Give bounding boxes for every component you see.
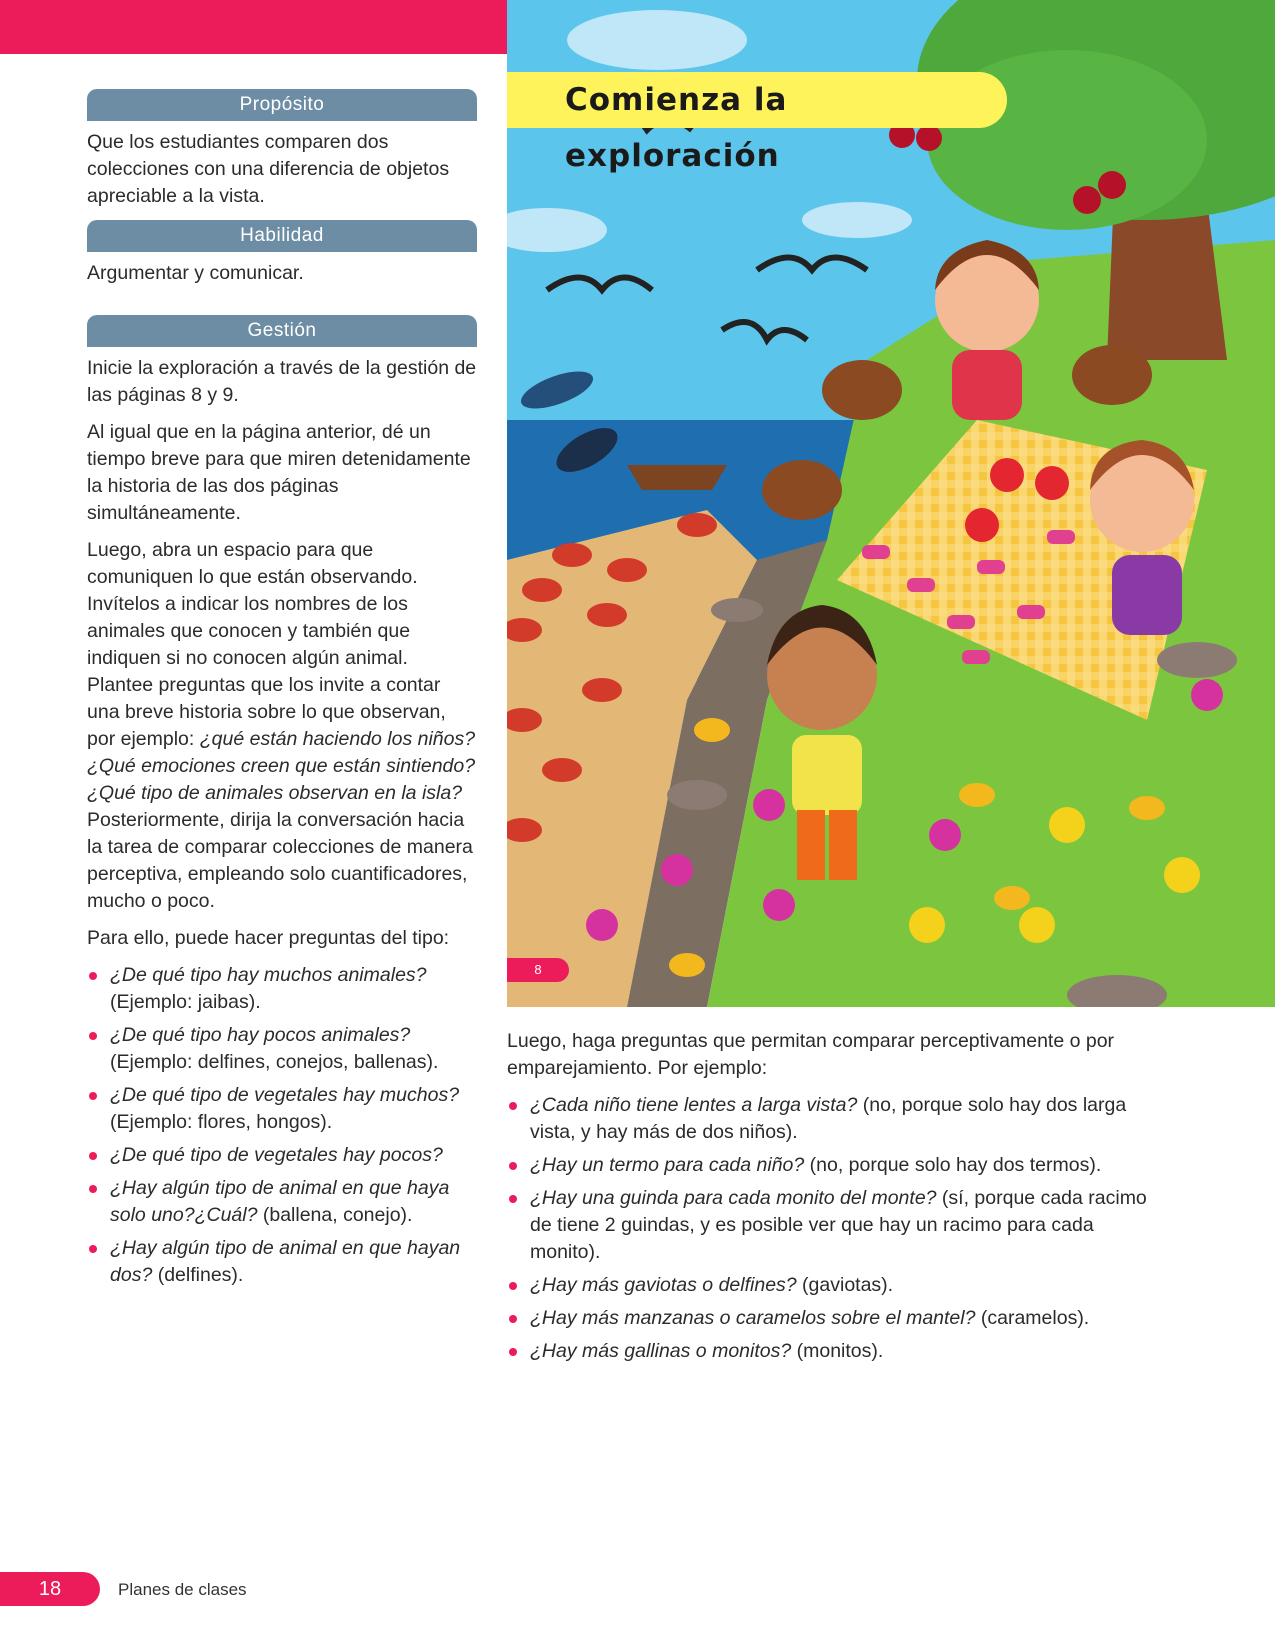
gestion-p3-italic: ¿qué están haciendo los niños? ¿Qué emociones creen que están sintiendo? ¿Qué tipo de animales observan en la isla? [87,728,476,804]
list-item: ¿Cada niño tiene lentes a larga vista? (no, porque solo hay dos larga vista, y hay más de dos niños). [507,1092,1167,1146]
apple [1035,466,1069,500]
list-item: ¿De qué tipo de vegetales hay muchos? (Ejemplo: flores, hongos). [87,1082,477,1136]
cherry [1098,171,1126,199]
hen [822,360,902,420]
rock [1157,642,1237,678]
apple [990,458,1024,492]
gestion-p3 [87,537,477,915]
right-text-block [507,1028,1167,1371]
list-item: ¿Hay más gaviotas o delfines? (gaviotas). [507,1272,1167,1299]
list-item: ¿Hay una guinda para cada monito del monte? (sí, porque cada racimo de tiene 2 guindas, y es posible ver que hay un racimo para cada monito). [507,1185,1167,1266]
footer-label: Planes de clases [118,1580,247,1599]
right-question-list [507,1092,1167,1365]
rock [667,780,727,810]
hen [762,460,842,520]
apple [965,508,999,542]
cloud [802,202,912,238]
left-column [87,89,477,1295]
habilidad-header: Habilidad [87,220,477,252]
list-item: ¿Hay más manzanas o caramelos sobre el mantel? (caramelos). [507,1305,1167,1332]
gestion-p1: Inicie la exploración a través de la gestión de las páginas 8 y 9. [87,357,477,406]
cloud [567,10,747,70]
list-item: ¿De qué tipo hay pocos animales? (Ejemplo: delfines, conejos, ballenas). [87,1022,477,1076]
illustration-page-number: 8 [507,958,569,982]
cherry [916,125,942,151]
hen [1072,345,1152,405]
gestion-header: Gestión [87,315,477,347]
gestion-p4: Para ello, puede hacer preguntas del tipo: [87,927,450,949]
habilidad-text: Argumentar y comunicar. [87,262,304,284]
list-item: ¿Hay un termo para cada niño? (no, porque solo hay dos termos). [507,1152,1167,1179]
gestion-question-list [87,962,477,1289]
cherry [1073,186,1101,214]
gestion-p3-plain: Luego, abra un espacio para que comuniquen lo que están observando. Invítelos a indicar los nombres de los animales que conocen y también que indiquen si no conocen algún animal. Plantee preguntas que los invite a contar una breve historia sobre lo que observan, por ejemplo: [87,539,446,750]
rock [711,598,763,622]
list-item: ¿Hay más gallinas o monitos? (monitos). [507,1338,1167,1365]
list-item: ¿De qué tipo hay muchos animales? (Ejemplo: jaibas). [87,962,477,1016]
gestion-p2: Al igual que en la página anterior, dé un tiempo breve para que miren detenidamente la historia de las dos páginas simultáneamente. [87,421,471,524]
boat [627,465,727,490]
right-intro: Luego, haga preguntas que permitan comparar perceptivamente o por emparejamiento. Por ejemplo: [507,1030,1115,1079]
gestion-p3-after: Posteriormente, dirija la conversación hacia la tarea de comparar colecciones de manera perceptiva, empleando solo cuantificadores, mucho o poco. [87,809,473,912]
proposito-header: Propósito [87,89,477,121]
footer-page-number: 18 [0,1572,100,1606]
top-accent-bar [0,0,507,54]
list-item: ¿Hay algún tipo de animal en que hayan dos? (delfines). [87,1235,477,1289]
list-item: ¿Hay algún tipo de animal en que haya solo uno?¿Cuál? (ballena, conejo). [87,1175,477,1229]
scene-title: Comienza la exploración [507,72,1007,128]
list-item: ¿De qué tipo de vegetales hay pocos? [87,1142,477,1169]
proposito-text: Que los estudiantes comparen dos colecciones con una diferencia de objetos apreciable a la vista. [87,131,450,207]
